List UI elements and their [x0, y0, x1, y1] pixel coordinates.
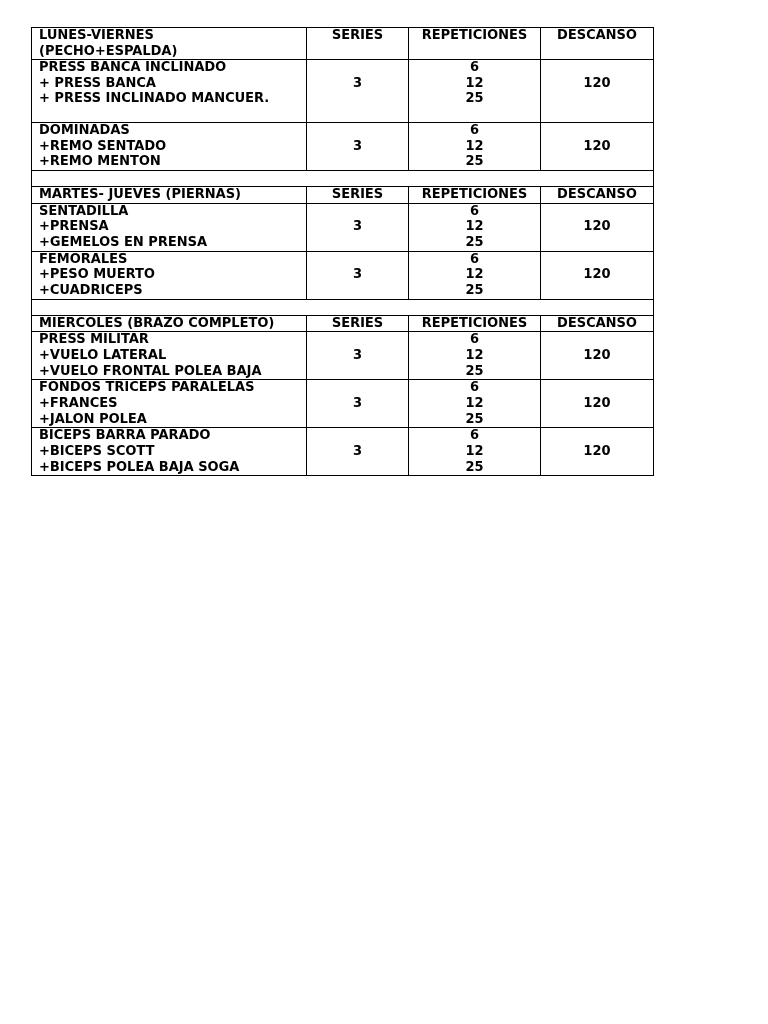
exercise-name: +VUELO LATERAL	[39, 347, 167, 363]
series-value: 3	[352, 347, 363, 363]
reps-value: 6	[469, 332, 480, 348]
series-cell	[307, 428, 409, 476]
exercise-cell	[32, 123, 307, 171]
section-header-row	[32, 28, 654, 60]
reps-value: 25	[465, 282, 484, 298]
workout-routine-sheet	[31, 27, 654, 476]
exercise-cell	[32, 60, 307, 123]
section-divider	[31, 300, 654, 316]
series-value: 3	[352, 267, 363, 283]
exercise-name: +PRENSA	[39, 219, 109, 235]
series-cell	[307, 203, 409, 251]
exercise-name: +REMO MENTON	[39, 154, 161, 170]
series-value: 3	[352, 219, 363, 235]
rest-value: 120	[583, 267, 611, 283]
table-row	[32, 428, 654, 476]
series-cell	[307, 251, 409, 299]
reps-value: 12	[465, 219, 484, 235]
series-header: SERIES	[307, 316, 409, 332]
rest-value: 120	[583, 395, 611, 411]
rest-value: 120	[583, 75, 611, 91]
exercise-cell	[32, 428, 307, 476]
reps-value: 25	[465, 459, 484, 475]
reps-header: REPETICIONES	[409, 28, 541, 60]
section-title	[32, 316, 307, 332]
exercise-name: +GEMELOS EN PRENSA	[39, 234, 208, 250]
reps-value: 25	[465, 363, 484, 379]
table-row	[32, 251, 654, 299]
exercise-name: +CUADRICEPS	[39, 282, 143, 298]
section-arms	[31, 316, 654, 477]
exercise-cell	[32, 332, 307, 380]
exercise-name: +JALON POLEA	[39, 411, 147, 427]
exercise-name: PRESS BANCA INCLINADO	[39, 60, 227, 76]
reps-value: 12	[465, 138, 484, 154]
exercise-name: +VUELO FRONTAL POLEA BAJA	[39, 363, 262, 379]
rest-header: DESCANSO	[541, 28, 654, 60]
reps-value: 6	[469, 380, 480, 396]
rest-value: 120	[583, 138, 611, 154]
exercise-name: +FRANCES	[39, 395, 118, 411]
reps-value: 6	[469, 251, 480, 267]
exercise-name: + PRESS INCLINADO MANCUER.	[39, 91, 270, 107]
reps-cell	[409, 251, 541, 299]
reps-value: 25	[465, 234, 484, 250]
exercise-name: PRESS MILITAR	[39, 332, 149, 348]
reps-value: 6	[469, 123, 480, 139]
series-value: 3	[352, 395, 363, 411]
exercise-name: FEMORALES	[39, 251, 128, 267]
table-row	[32, 203, 654, 251]
exercise-cell	[32, 203, 307, 251]
rest-cell	[541, 380, 654, 428]
exercise-cell	[32, 251, 307, 299]
reps-cell	[409, 380, 541, 428]
series-value: 3	[352, 75, 363, 91]
reps-value: 12	[465, 395, 484, 411]
exercise-name: DOMINADAS	[39, 123, 130, 139]
rest-cell	[541, 123, 654, 171]
series-cell	[307, 332, 409, 380]
reps-value: 12	[465, 75, 484, 91]
reps-cell	[409, 428, 541, 476]
reps-header: REPETICIONES	[409, 187, 541, 203]
rest-cell	[541, 332, 654, 380]
section-header-row	[32, 316, 654, 332]
rest-value: 120	[583, 219, 611, 235]
reps-value: 6	[469, 60, 480, 76]
reps-cell	[409, 203, 541, 251]
reps-value: 25	[465, 411, 484, 427]
rest-header: DESCANSO	[541, 316, 654, 332]
reps-header: REPETICIONES	[409, 316, 541, 332]
section-title	[32, 187, 307, 203]
series-cell	[307, 60, 409, 123]
exercise-name: +PESO MUERTO	[39, 267, 155, 283]
reps-value: 25	[465, 154, 484, 170]
section-title-line: (PECHO+ESPALDA)	[39, 43, 178, 59]
rest-value: 120	[583, 443, 611, 459]
rest-header: DESCANSO	[541, 187, 654, 203]
series-header: SERIES	[307, 187, 409, 203]
reps-value: 6	[469, 203, 480, 219]
section-chest-back	[31, 27, 654, 171]
rest-value: 120	[583, 347, 611, 363]
section-legs	[31, 187, 654, 300]
series-value: 3	[352, 138, 363, 154]
table-row	[32, 332, 654, 380]
reps-cell	[409, 60, 541, 123]
exercise-name: + PRESS BANCA	[39, 75, 156, 91]
rest-cell	[541, 251, 654, 299]
section-title-line: LUNES-VIERNES	[39, 28, 154, 43]
exercise-name: FONDOS TRICEPS PARALELAS	[39, 380, 255, 396]
reps-value: 6	[469, 428, 480, 444]
rest-cell	[541, 203, 654, 251]
reps-value: 12	[465, 267, 484, 283]
exercise-name: +BICEPS SCOTT	[39, 443, 155, 459]
section-title-line: MIERCOLES (BRAZO COMPLETO)	[39, 315, 275, 331]
series-cell	[307, 123, 409, 171]
reps-value: 12	[465, 443, 484, 459]
series-header: SERIES	[307, 28, 409, 60]
reps-cell	[409, 123, 541, 171]
reps-value: 25	[465, 91, 484, 107]
reps-value: 12	[465, 347, 484, 363]
table-row	[32, 380, 654, 428]
section-title	[32, 28, 307, 60]
exercise-name: +REMO SENTADO	[39, 138, 167, 154]
exercise-name: SENTADILLA	[39, 203, 129, 219]
exercise-name: +BICEPS POLEA BAJA SOGA	[39, 459, 240, 475]
rest-cell	[541, 428, 654, 476]
section-header-row	[32, 187, 654, 203]
series-cell	[307, 380, 409, 428]
exercise-name: BICEPS BARRA PARADO	[39, 428, 211, 444]
exercise-cell	[32, 380, 307, 428]
table-row	[32, 123, 654, 171]
series-value: 3	[352, 443, 363, 459]
section-divider	[31, 171, 654, 187]
rest-cell	[541, 60, 654, 123]
section-title-line: MARTES- JUEVES (PIERNAS)	[39, 187, 242, 203]
reps-cell	[409, 332, 541, 380]
table-row	[32, 60, 654, 123]
